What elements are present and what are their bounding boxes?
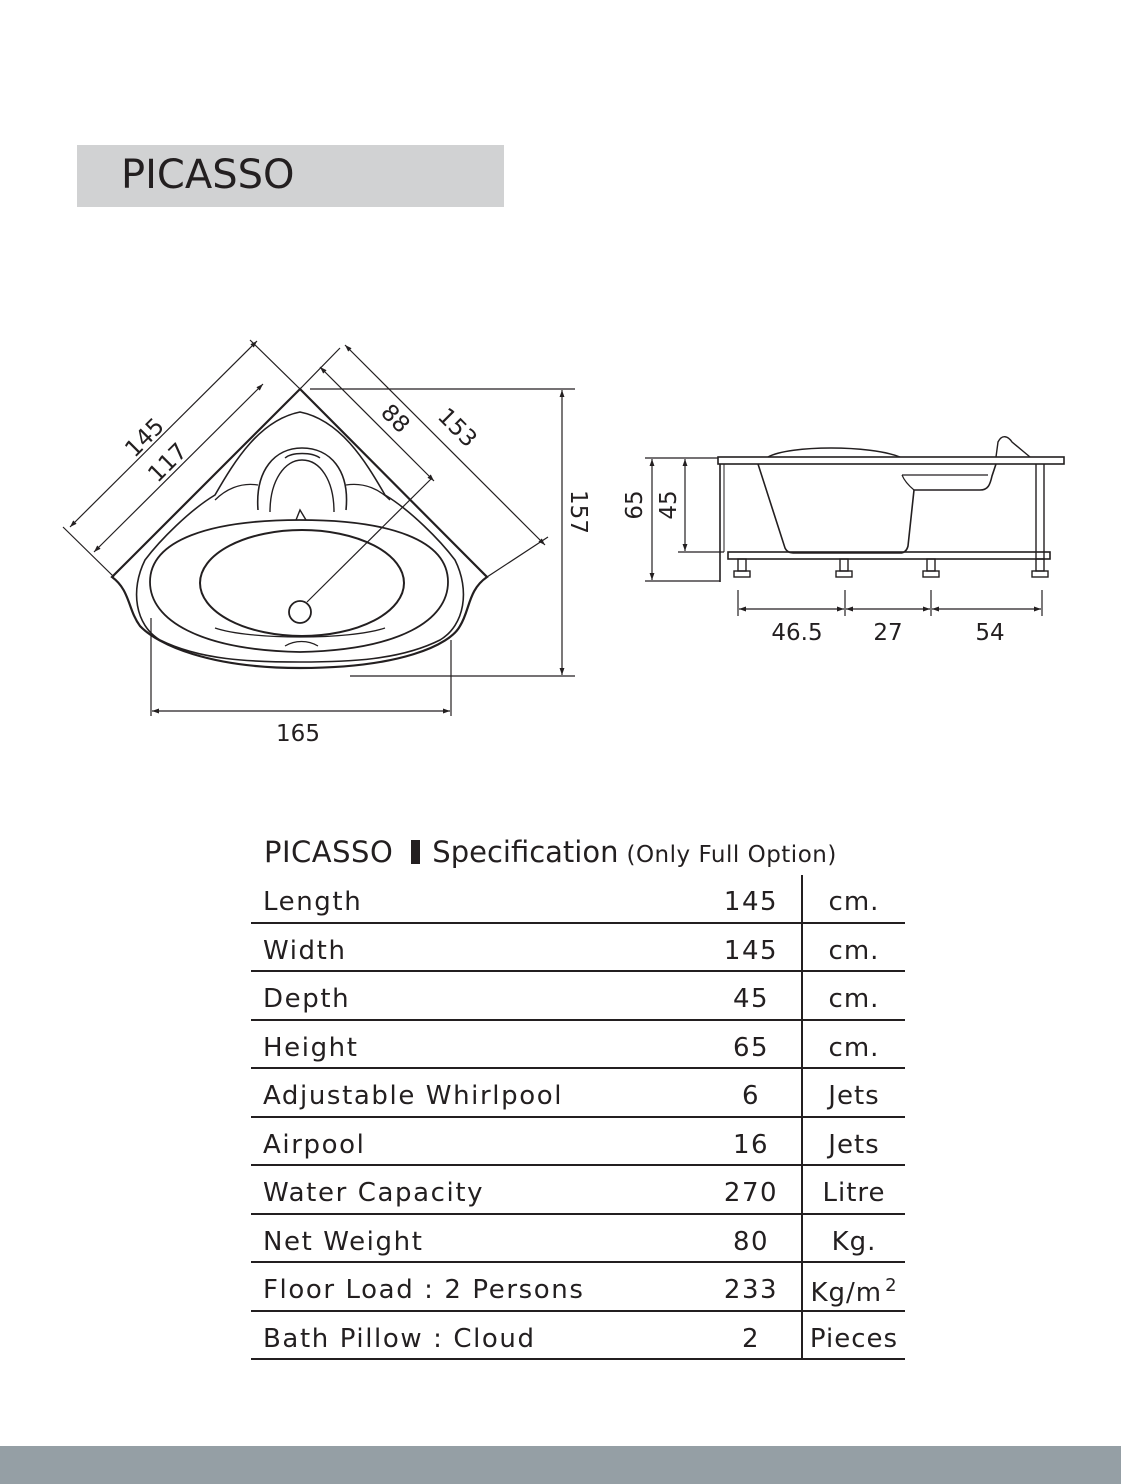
- spec-name: Height: [263, 1032, 359, 1063]
- pillow-side: [996, 437, 1030, 457]
- tub-seat-inner: [270, 460, 334, 512]
- side-dimension-labels: [622, 490, 1005, 646]
- spec-row-depth: [251, 972, 905, 1021]
- spec-value: 145: [723, 887, 779, 917]
- spec-name: Floor Load : 2 Persons: [263, 1275, 585, 1305]
- plan-dimensions: [63, 340, 575, 716]
- spec-row-water-capacity: [251, 1166, 905, 1215]
- spec-column-divider: [801, 875, 803, 1360]
- spec-unit: Jets: [828, 1081, 880, 1111]
- spec-row-floor-load: [251, 1263, 905, 1312]
- dim-27-label: 27: [873, 620, 903, 646]
- plan-dimension-labels: [120, 400, 591, 747]
- spec-name: Length: [263, 887, 363, 917]
- dim-65-label: 65: [622, 490, 648, 520]
- spec-name: Adjustable Whirlpool: [263, 1081, 564, 1111]
- spec-unit-text: Kg/m: [810, 1278, 883, 1308]
- spec-unit: Litre: [822, 1178, 886, 1208]
- spec-row-net-weight: [251, 1215, 905, 1264]
- spec-value: 145: [723, 935, 779, 966]
- drain: [289, 601, 311, 623]
- spec-value: 80: [732, 1226, 770, 1257]
- spec-name: Airpool: [263, 1129, 366, 1160]
- spec-value: 270: [723, 1178, 779, 1208]
- spec-name: Net Weight: [263, 1226, 424, 1257]
- spec-row-airpool: [251, 1118, 905, 1167]
- dim-145-label: 145: [120, 413, 170, 463]
- dim-117-label: 117: [143, 438, 193, 488]
- spec-name: Width: [263, 935, 347, 966]
- spec-unit: [803, 1275, 905, 1308]
- spec-row-width: [251, 924, 905, 973]
- spec-value: 6: [741, 1081, 761, 1111]
- spec-name: Water Capacity: [263, 1178, 485, 1208]
- feet: [734, 559, 1048, 577]
- side-dimensions: [645, 458, 1042, 616]
- side-view: [718, 437, 1064, 582]
- spec-row-bath-pillow: [251, 1312, 905, 1361]
- dim-45-label: 45: [656, 490, 682, 520]
- spec-row-length: [251, 875, 905, 924]
- spec-value: 2: [741, 1323, 761, 1354]
- spec-unit: Kg.: [831, 1226, 877, 1257]
- spec-model: PICASSO: [264, 835, 394, 869]
- spec-unit: cm.: [828, 1032, 880, 1063]
- spec-unit: cm.: [828, 984, 880, 1014]
- spec-table: [251, 875, 905, 1360]
- dim-54-label: 54: [975, 620, 1005, 646]
- spec-unit: cm.: [828, 887, 880, 917]
- spec-name: Bath Pillow : Cloud: [263, 1323, 536, 1354]
- dim-157-label: 157: [565, 490, 591, 534]
- spec-label: Specification: [432, 835, 619, 869]
- tub-body-side: [758, 464, 996, 553]
- spec-value: 16: [732, 1129, 770, 1160]
- spec-value: 45: [732, 984, 770, 1014]
- tub-basin: [200, 530, 404, 636]
- spec-unit: Pieces: [809, 1323, 899, 1354]
- spec-unit-superscript: 2: [885, 1275, 898, 1296]
- dim-165-label: 165: [276, 721, 320, 747]
- dim-88-label: 88: [375, 399, 415, 439]
- spec-note: (Only Full Option): [626, 842, 837, 868]
- spec-value: 233: [723, 1275, 779, 1305]
- dim-46-5-label: 46.5: [771, 620, 823, 646]
- tub-top-rim: [718, 457, 1064, 464]
- spec-row-height: [251, 1021, 905, 1070]
- spec-name: Depth: [263, 984, 351, 1014]
- spec-value: 65: [732, 1032, 770, 1063]
- page-title: PICASSO: [121, 152, 295, 198]
- footer-bar: [0, 1446, 1121, 1484]
- spec-separator: [411, 840, 420, 864]
- spec-unit: Jets: [828, 1129, 880, 1160]
- spec-heading: [264, 835, 837, 869]
- tub-headrest: [285, 454, 320, 459]
- dim-153-label: 153: [432, 403, 482, 453]
- spec-unit: cm.: [828, 935, 880, 966]
- spec-row-whirlpool: [251, 1069, 905, 1118]
